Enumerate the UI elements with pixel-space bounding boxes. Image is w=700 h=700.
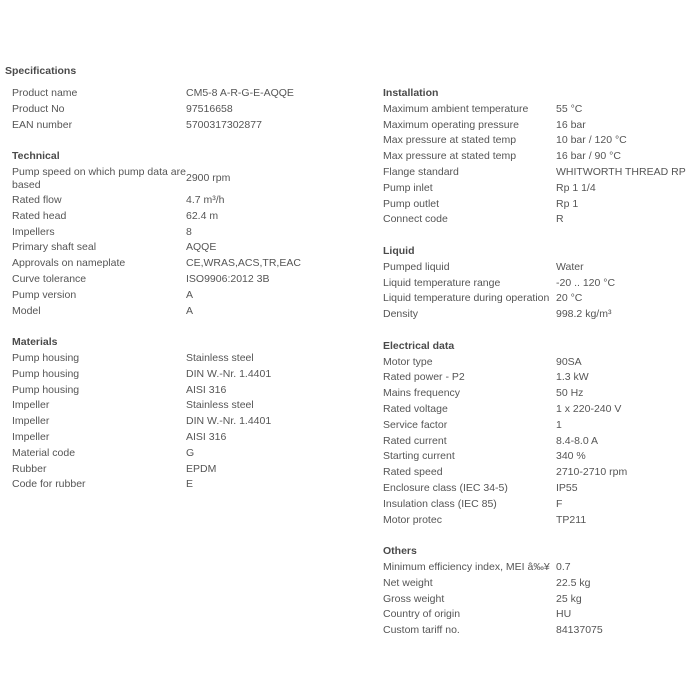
spec-label: Max pressure at stated temp [383, 134, 517, 147]
spec-label: Net weight [383, 576, 433, 589]
spec-label: Pumped liquid [383, 260, 450, 273]
spec-value: 340 % [556, 450, 586, 463]
spec-row [383, 418, 698, 434]
spec-label: Rated flow [12, 193, 62, 206]
spec-row [383, 607, 698, 623]
section-others [383, 544, 698, 639]
spec-value: HU [556, 608, 572, 621]
spec-label: Max pressure at stated temp [383, 150, 517, 163]
spec-row [12, 256, 362, 272]
spec-label: Enclosure class (IEC 34-5) [383, 481, 508, 494]
spec-row [12, 430, 362, 446]
right-column [383, 86, 698, 639]
spec-label: EAN number [12, 118, 73, 131]
spec-value: DIN W.-Nr. 1.4401 [186, 367, 272, 380]
spec-value: 97516658 [186, 102, 233, 115]
spec-label: Pump version [12, 288, 77, 301]
spec-row [383, 370, 698, 386]
spec-row [383, 497, 698, 513]
spec-value: 2900 rpm [186, 172, 231, 185]
spec-label: Custom tariff no. [383, 624, 460, 637]
spec-row [12, 209, 362, 225]
spec-label: Flange standard [383, 165, 459, 178]
spec-label: Liquid temperature range [383, 276, 501, 289]
section-title: Others [383, 545, 417, 558]
spec-label: Starting current [383, 450, 455, 463]
spec-row [12, 446, 362, 462]
spec-row [12, 477, 362, 493]
spec-label: Pump speed on which pump data are based [12, 165, 186, 191]
section-title: Materials [12, 336, 58, 349]
spec-value: Stainless steel [186, 399, 254, 412]
spec-label: Product name [12, 87, 78, 99]
spec-row [12, 304, 362, 320]
spec-value: Rp 1 [556, 197, 579, 210]
section-spacer [383, 323, 698, 339]
spec-row [383, 592, 698, 608]
spec-row [12, 367, 362, 383]
spec-value: DIN W.-Nr. 1.4401 [186, 415, 272, 428]
spec-value: 2710-2710 rpm [556, 466, 628, 479]
spec-row [383, 513, 698, 529]
spec-value: TP211 [556, 513, 587, 526]
spec-label: Insulation class (IEC 85) [383, 497, 497, 510]
section-product [12, 86, 362, 133]
spec-value: 5700317302877 [186, 118, 262, 131]
spec-value: 22.5 kg [556, 576, 591, 589]
spec-value: AQQE [186, 241, 217, 254]
spec-value: 1.3 kW [556, 371, 589, 384]
spec-value: 62.4 m [186, 209, 219, 222]
spec-value: G [186, 446, 195, 459]
spec-row [383, 212, 698, 228]
section-technical [12, 149, 362, 319]
page-title: Specifications [5, 65, 77, 77]
spec-label: Pump inlet [383, 181, 433, 194]
spec-value: 50 Hz [556, 387, 584, 400]
spec-row [383, 165, 698, 181]
spec-row [383, 465, 698, 481]
spec-label: Rated power - P2 [383, 371, 465, 384]
spec-row [383, 291, 698, 307]
spec-label: Rated voltage [383, 402, 448, 415]
spec-label: Motor protec [383, 513, 442, 526]
spec-label: Liquid temperature during operation [383, 292, 550, 305]
spec-row [12, 351, 362, 367]
spec-label: Rated speed [383, 466, 443, 479]
spec-label: Product No [12, 102, 65, 115]
spec-value: F [556, 497, 563, 510]
spec-row [12, 462, 362, 478]
spec-label: Maximum operating pressure [383, 118, 519, 131]
spec-value: Water [556, 260, 584, 273]
spec-label: Pump housing [12, 367, 80, 380]
spec-row [12, 225, 362, 241]
spec-value: R [556, 213, 564, 226]
spec-value: AISI 316 [186, 383, 227, 396]
section-spacer [383, 528, 698, 544]
spec-row [383, 133, 698, 149]
spec-row [12, 118, 362, 134]
spec-row [383, 386, 698, 402]
spec-row [12, 193, 362, 209]
spec-value: IP55 [556, 481, 578, 494]
spec-label: Density [383, 308, 419, 321]
spec-value: Stainless steel [186, 351, 254, 364]
section-title: Technical [12, 150, 60, 163]
spec-value: 20 °C [556, 292, 583, 305]
spec-row [12, 165, 362, 193]
spec-value: ISO9906:2012 3B [186, 272, 270, 285]
spec-label: Maximum ambient temperature [383, 102, 529, 115]
spec-row [383, 481, 698, 497]
spec-label: Mains frequency [383, 387, 461, 400]
spec-value: 4.7 m³/h [186, 193, 225, 206]
spec-value: 0.7 [556, 560, 571, 573]
spec-value: A [186, 288, 194, 301]
spec-row [383, 355, 698, 371]
spec-row [12, 414, 362, 430]
spec-label: Impeller [12, 399, 50, 412]
spec-value: 25 kg [556, 592, 582, 605]
spec-row [12, 240, 362, 256]
spec-value: 16 bar [556, 118, 586, 131]
spec-value: 1 [556, 418, 562, 431]
spec-label: Primary shaft seal [12, 241, 97, 254]
spec-label: Motor type [383, 355, 433, 368]
section-title: Electrical data [383, 339, 455, 352]
spec-row [383, 623, 698, 639]
spec-row [12, 288, 362, 304]
spec-label: Model [12, 304, 41, 317]
spec-value: 998.2 kg/m³ [556, 308, 612, 321]
section-liquid [383, 244, 698, 323]
spec-value: 90SA [556, 355, 582, 368]
spec-row [12, 272, 362, 288]
spec-value: 55 °C [556, 102, 583, 115]
spec-value: 84137075 [556, 624, 603, 637]
spec-value: 8 [186, 225, 192, 238]
section-spacer [12, 133, 362, 149]
spec-row [383, 102, 698, 118]
spec-value: EPDM [186, 462, 217, 475]
spec-label: Gross weight [383, 592, 445, 605]
spec-label: Connect code [383, 213, 448, 226]
spec-value: 1 x 220-240 V [556, 402, 622, 415]
spec-row [383, 307, 698, 323]
section-installation [383, 86, 698, 228]
spec-value: 16 bar / 90 °C [556, 150, 621, 163]
spec-label: Rubber [12, 462, 47, 475]
spec-row [383, 449, 698, 465]
spec-label: Impeller [12, 415, 50, 428]
spec-row [12, 398, 362, 414]
spec-label: Service factor [383, 418, 448, 431]
spec-value: CE,WRAS,ACS,TR,EAC [186, 257, 301, 270]
spec-row [383, 434, 698, 450]
spec-value: A [186, 304, 194, 317]
spec-label: Rated head [12, 209, 67, 222]
spec-label: Minimum efficiency index, MEI â‰¥ [383, 560, 550, 573]
spec-label: Pump housing [12, 351, 80, 364]
spec-label: Impeller [12, 430, 50, 443]
spec-value: Rp 1 1/4 [556, 181, 596, 194]
section-electrical-data [383, 339, 698, 529]
spec-label: Material code [12, 446, 76, 459]
spec-row [12, 86, 362, 102]
section-spacer [12, 319, 362, 335]
left-column [12, 86, 362, 493]
section-materials [12, 335, 362, 493]
spec-value: E [186, 478, 194, 491]
section-title: Installation [383, 87, 439, 99]
spec-row [383, 276, 698, 292]
spec-value: 8.4-8.0 A [556, 434, 599, 447]
spec-row [12, 102, 362, 118]
spec-value: AISI 316 [186, 430, 227, 443]
spec-value: WHITWORTH THREAD RP [556, 165, 686, 178]
spec-row [383, 181, 698, 197]
spec-value: CM5-8 A-R-G-E-AQQE [186, 87, 294, 99]
spec-row [383, 260, 698, 276]
spec-row [383, 576, 698, 592]
spec-row [383, 149, 698, 165]
spec-value: -20 .. 120 °C [556, 276, 616, 289]
spec-label: Approvals on nameplate [12, 257, 126, 270]
spec-label: Rated current [383, 434, 447, 447]
spec-row [383, 560, 698, 576]
spec-row [12, 383, 362, 399]
spec-label: Country of origin [383, 608, 461, 621]
spec-row [383, 197, 698, 213]
spec-label: Curve tolerance [12, 272, 87, 285]
spec-row [383, 118, 698, 134]
spec-label: Pump outlet [383, 197, 440, 210]
spec-row [383, 402, 698, 418]
spec-value: 10 bar / 120 °C [556, 134, 627, 147]
spec-label: Pump housing [12, 383, 80, 396]
spec-label: Impellers [12, 225, 55, 238]
spec-label: Code for rubber [12, 478, 86, 491]
section-spacer [383, 228, 698, 244]
section-title: Liquid [383, 244, 415, 257]
